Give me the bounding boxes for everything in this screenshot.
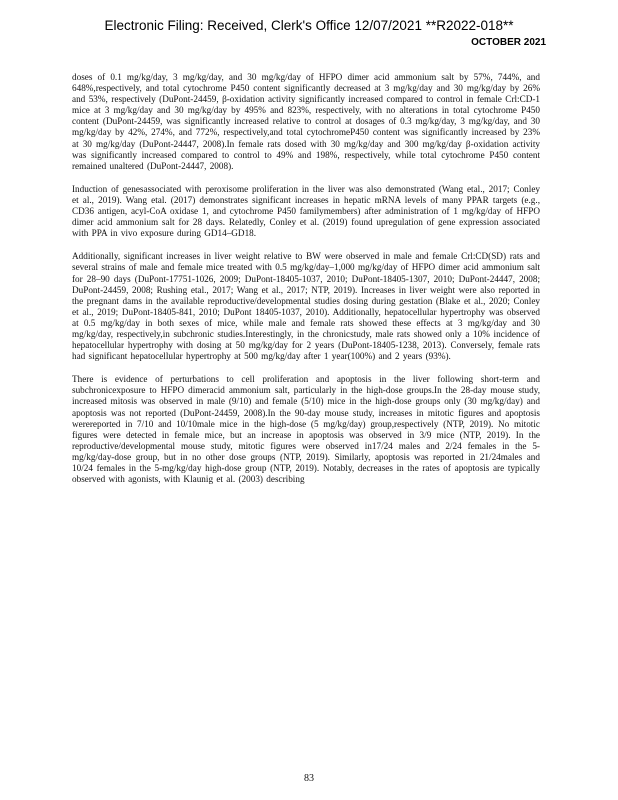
document-date: OCTOBER 2021: [471, 37, 546, 48]
paragraph-4: There is evidence of perturbations to cell proliferation and apoptosis in the liver following short-term and subchronicexposure to HFPO dimeracid ammonium salt, particularly in the high-dose groups.In the 28-day mouse study, increased mitosis was observed in male (9/10) and female (5/10) mice in the high-dose groups only (30 mg/kg/day) and apoptosis was not reported (DuPont-24459, 2008).In the 90-day mouse study, increases in mitotic figures and apoptosis werereported in 7/10 and 10/10male mice in the high-dose (5 mg/kg/day) group,respectively (NTP, 2019). No mitotic figures were detected in female mice, but an increase in apoptosis was observed in 3/9 mice (NTP, 2019). In the reproductive/developmental mouse study, mitotic figures were observed in17/24 males and 2/24 females in the 5-mg/kg/day-dose group, but in no other dose groups (NTP, 2019). Similarly, apoptosis was reported in 21/24males and 10/24 females in the 5-mg/kg/day high-dose group (NTP, 2019). Notably, decreases in the rates of apoptosis are typically observed with agonists, with Klaunig et al. (2003) describing: [72, 374, 540, 485]
page-number: 83: [304, 773, 314, 784]
document-body: [72, 72, 540, 497]
filing-header: Electronic Filing: Received, Clerk's Office 12/07/2021 **R2022-018**: [104, 18, 514, 33]
paragraph-1: doses of 0.1 mg/kg/day, 3 mg/kg/day, and 30 mg/kg/day of HFPO dimer acid ammonium salt by 57%, 744%, and 648%,respectively, and total cytochrome P450 content significantly decreased at 3 mg/kg/day and 30 mg/kg/day by 26% and 53%, respectively (DuPont-24459, β-oxidation activity significantly increased compared to control in female Crl:CD-1 mice at 3 mg/kg/day and 30 mg/kg/day by 495% and 823%, respectively, with no alterations in total cytochrome P450 content (DuPont-24459, was significantly increased relative to control at dosages of 0.3 mg/kg/day, 3 mg/kg/day, and 30 mg/kg/day by 42%, 274%, and 772%, respectively,and total cytochromeP450 content was significantly increased by 23% at 30 mg/kg/day (DuPont-24447, 2008).In female rats dosed with 30 mg/kg/day and 300 mg/kg/day β-oxidation activity was significantly increased compared to control to 49% and 198%, respectively, while total cytochrome P450 content remained unaltered (DuPont-24447, 2008).: [72, 72, 540, 171]
paragraph-3: Additionally, significant increases in liver weight relative to BW were observed in male and female Crl:CD(SD) rats and several strains of male and female mice treated with 0.5 mg/kg/day–1,000 mg/kg/day of HFPO dimer acid ammonium salt for 28–90 days (DuPont-17751-1026, 2009; DuPont-18405-1037, 2010; DuPont-18405-1307, 2010; DuPont-24447, 2008; DuPont-24459, 2008; Rushing etal., 2017; Wang et al., 2017; NTP, 2019). Increases in liver weight were also reported in the pregnant dams in the available reproductive/developmental studies dosing during gestation (Blake et al., 2020; Conley et al., 2019; DuPont-18405-841, 2010; DuPont 18405-1037, 2010). Additionally, hepatocellular hypertrophy was observed at 0.5 mg/kg/day in both sexes of mice, while male and female rats showed these effects at 3 mg/kg/day and 30 mg/kg/day, respectively,in subchronic studies.Interestingly, in the chronicstudy, male rats showed only a 10% incidence of hepatocellular hypertrophy with dosing at 50 mg/kg/day for 2 years (DuPont-18405-1238, 2013). Conversely, female rats had significant hepatocellular hypertrophy at 500 mg/kg/day after 1 year(100%) and 2 years (93%).: [72, 251, 540, 362]
paragraph-2: Induction of genesassociated with peroxisome proliferation in the liver was also demonstrated (Wang etal., 2017; Conley et al., 2019). Wang etal. (2017) demonstrates significant increases in hepatic mRNA levels of many PPAR targets (e.g., CD36 antigen, acyl-CoA oxidase 1, and cytochrome P450 familymembers) after administration of 1 mg/kg/day of HFPO dimer acid ammonium salt for 28 days. Relatedly, Conley et al. (2019) found upregulation of gene expression associated with PPA in vivo exposure during GD14–GD18.: [72, 183, 540, 239]
